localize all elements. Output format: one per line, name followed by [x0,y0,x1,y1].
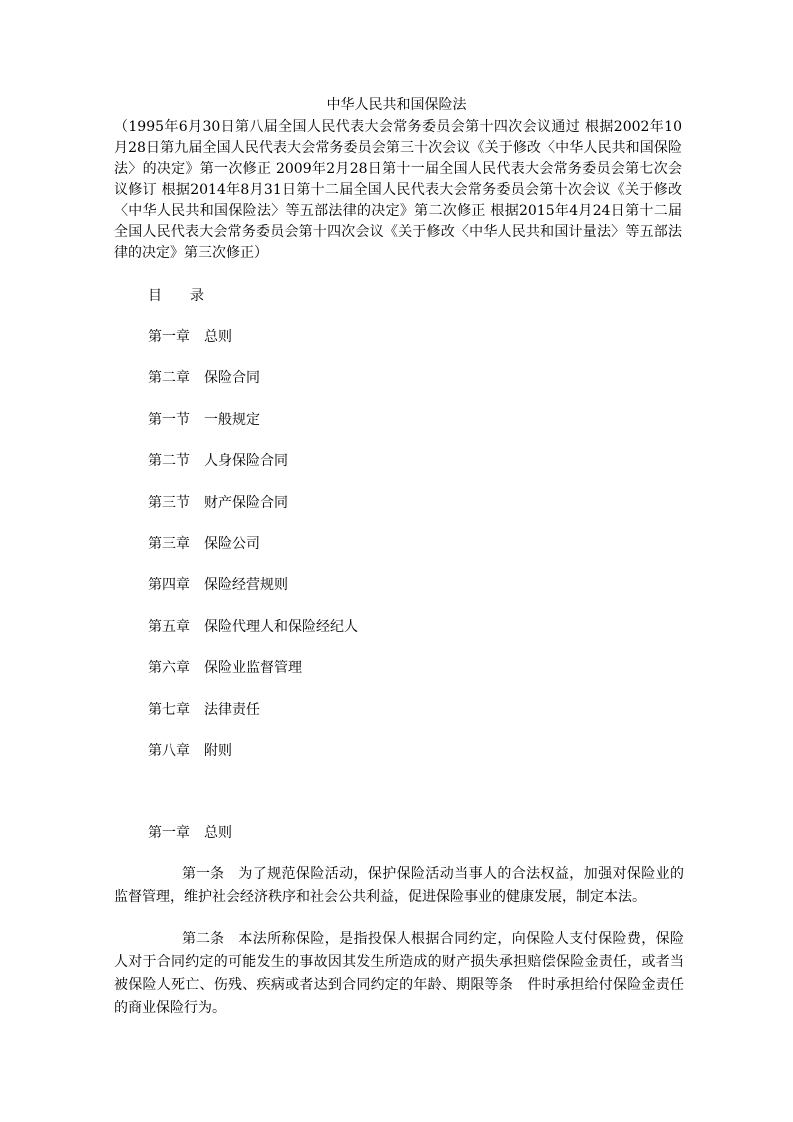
toc-item-label: 保险公司 [204,535,260,552]
toc-item-number: 第一节 [148,411,190,428]
chapter-title: 总则 [204,825,232,841]
toc-item-number: 第三章 [148,535,190,552]
toc-item-label: 总则 [204,329,232,345]
toc-item-number: 第六章 [148,660,190,677]
toc-item-number: 第八章 [148,742,190,759]
toc-item-label: 保险业监督管理 [204,660,302,677]
chapter-heading [148,822,232,844]
toc-item [148,492,358,533]
article-paragraph [114,928,684,1020]
toc-heading [148,285,204,307]
legislative-history-preamble: （1995年6月30日第八届全国人民代表大会常务委员会第十四次会议通过 根据2002年10月28日第九届全国人民代表大会常务委员会第三十次会议《关于修改〈中华人民共和国保险法〉的决定》第一次修正 2009年2月28日第十一届全国人民代表大会常务委员会第七次会议修订 根据2014年8月31日第十二届全国人民代表大会常务委员会第十次会议《关于修改〈中华人民共和国保险法〉等五部法律的决定》第二次修正 根据2015年4月24日第十二届全国人民代表大会常务委员会第十四次会议《关于修改〈中华人民共和国计量法〉等五部法律的决定》第三次修正） [114,119,682,261]
article-number: 第一条 [182,866,224,882]
toc-item [148,533,358,574]
table-of-contents [148,326,358,781]
toc-item-number: 第二章 [148,370,190,387]
toc-item [148,740,358,781]
toc-heading-char-1: 目 [148,288,162,304]
toc-item [148,367,358,408]
toc-item-label: 一般规定 [204,411,260,428]
toc-item-number: 第一章 [148,329,190,345]
toc-item-number: 第三节 [148,494,190,511]
document-title: 中华人民共和国保险法 [326,97,467,113]
toc-item-label: 保险代理人和保险经纪人 [204,618,358,635]
toc-heading-char-2: 录 [190,288,204,304]
toc-item-number: 第二节 [148,453,190,470]
toc-item-label: 法律责任 [204,701,260,718]
toc-item [148,326,358,367]
toc-item [148,409,358,450]
chapter-number: 第一章 [148,825,190,841]
toc-item-label: 保险经营规则 [204,577,288,594]
toc-item-number: 第五章 [148,618,190,635]
toc-item-label: 保险合同 [204,370,260,387]
article-paragraph [114,863,684,909]
toc-item [148,699,358,740]
toc-item-label: 人身保险合同 [204,453,288,470]
toc-item-label: 附则 [204,742,232,759]
toc-item [148,450,358,491]
toc-item-label: 财产保险合同 [204,494,288,511]
toc-item [148,616,358,657]
toc-item-number: 第四章 [148,577,190,594]
toc-item [148,574,358,615]
article-number: 第二条 [182,931,224,947]
toc-item-number: 第七章 [148,701,190,718]
toc-item [148,657,358,698]
article-text: 本法所称保险，是指投保人根据合同约定，向保险人支付保险费，保险人对于合同约定的可能发生的事故因其发生所造成的财产损失承担赔偿保险金责任，或者当被保险人死亡、伤残、疾病或者达到合同约定的年龄、期限等条 件时承担给付保险金责任的商业保险行为。 [114,931,684,1016]
article-text: 为了规范保险活动，保护保险活动当事人的合法权益，加强对保险业的监督管理，维护社会经济秩序和社会公共利益，促进保险事业的健康发展，制定本法。 [114,866,684,905]
